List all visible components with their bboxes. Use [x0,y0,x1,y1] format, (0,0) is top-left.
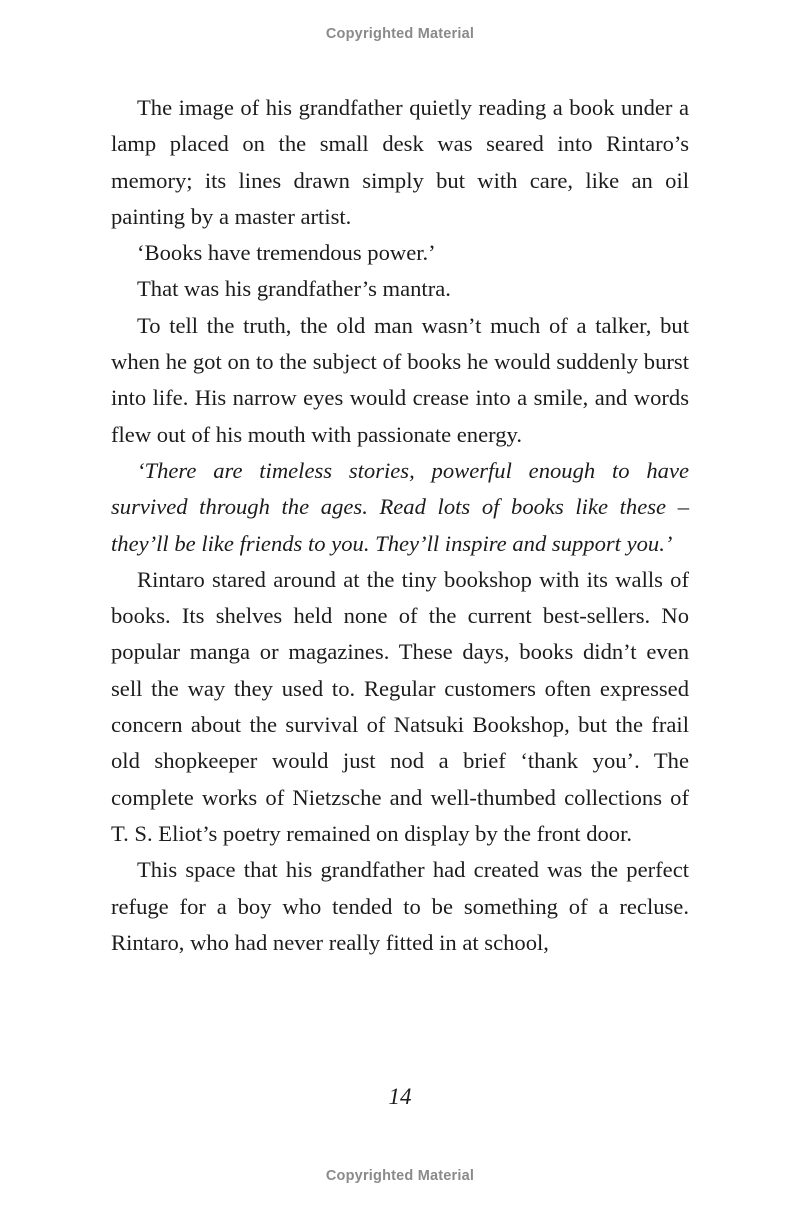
page-number: 14 [388,1084,412,1109]
paragraph-tiny-bookshop: Rintaro stared around at the tiny bookshop with its walls of books. Its shelves held none of the current best-sellers. No popular manga or magazines. These days, books didn’t even sell the way they used to. Regular customers often expressed concern about the survival of Natsuki Bookshop, but the frail old shopkeeper would just nod a brief ‘thank you’. The complete works of Nietzsche and well-thumbed collections of T. S. Eliot’s poetry remained on display by the front door. [111,566,689,846]
copyright-watermark-bottom: Copyrighted Material [325,1168,475,1184]
book-page-text [111,90,689,961]
paragraph-perfect-refuge: This space that his grandfather had created was the perfect refuge for a boy who tended to be something of a recluse. Rintaro, who had never really fitted in at school, [111,857,689,955]
paragraph-timeless-stories-quote: ‘There are timeless stories, powerful enough to have survived through the ages. Read lots of books like these – they’ll be like friends to you. They’ll inspire and support you.’ [111,457,689,556]
paragraph-old-man-talker: To tell the truth, the old man wasn’t much of a talker, but when he got on to the subject of books he would suddenly burst into life. His narrow eyes would crease into a smile, and words flew out of his mouth with passionate energy. [111,312,689,447]
paragraph-grandfather-image: The image of his grandfather quietly reading a book under a lamp placed on the small desk was seared into Rintaro’s memory; its lines drawn simply but with care, like an oil painting by a master artist. [111,95,689,229]
copyright-watermark-top: Copyrighted Material [325,26,475,42]
paragraph-books-power-quote: ‘Books have tremendous power.’ [137,240,436,266]
paragraph-mantra: That was his grandfather’s mantra. [137,276,451,302]
